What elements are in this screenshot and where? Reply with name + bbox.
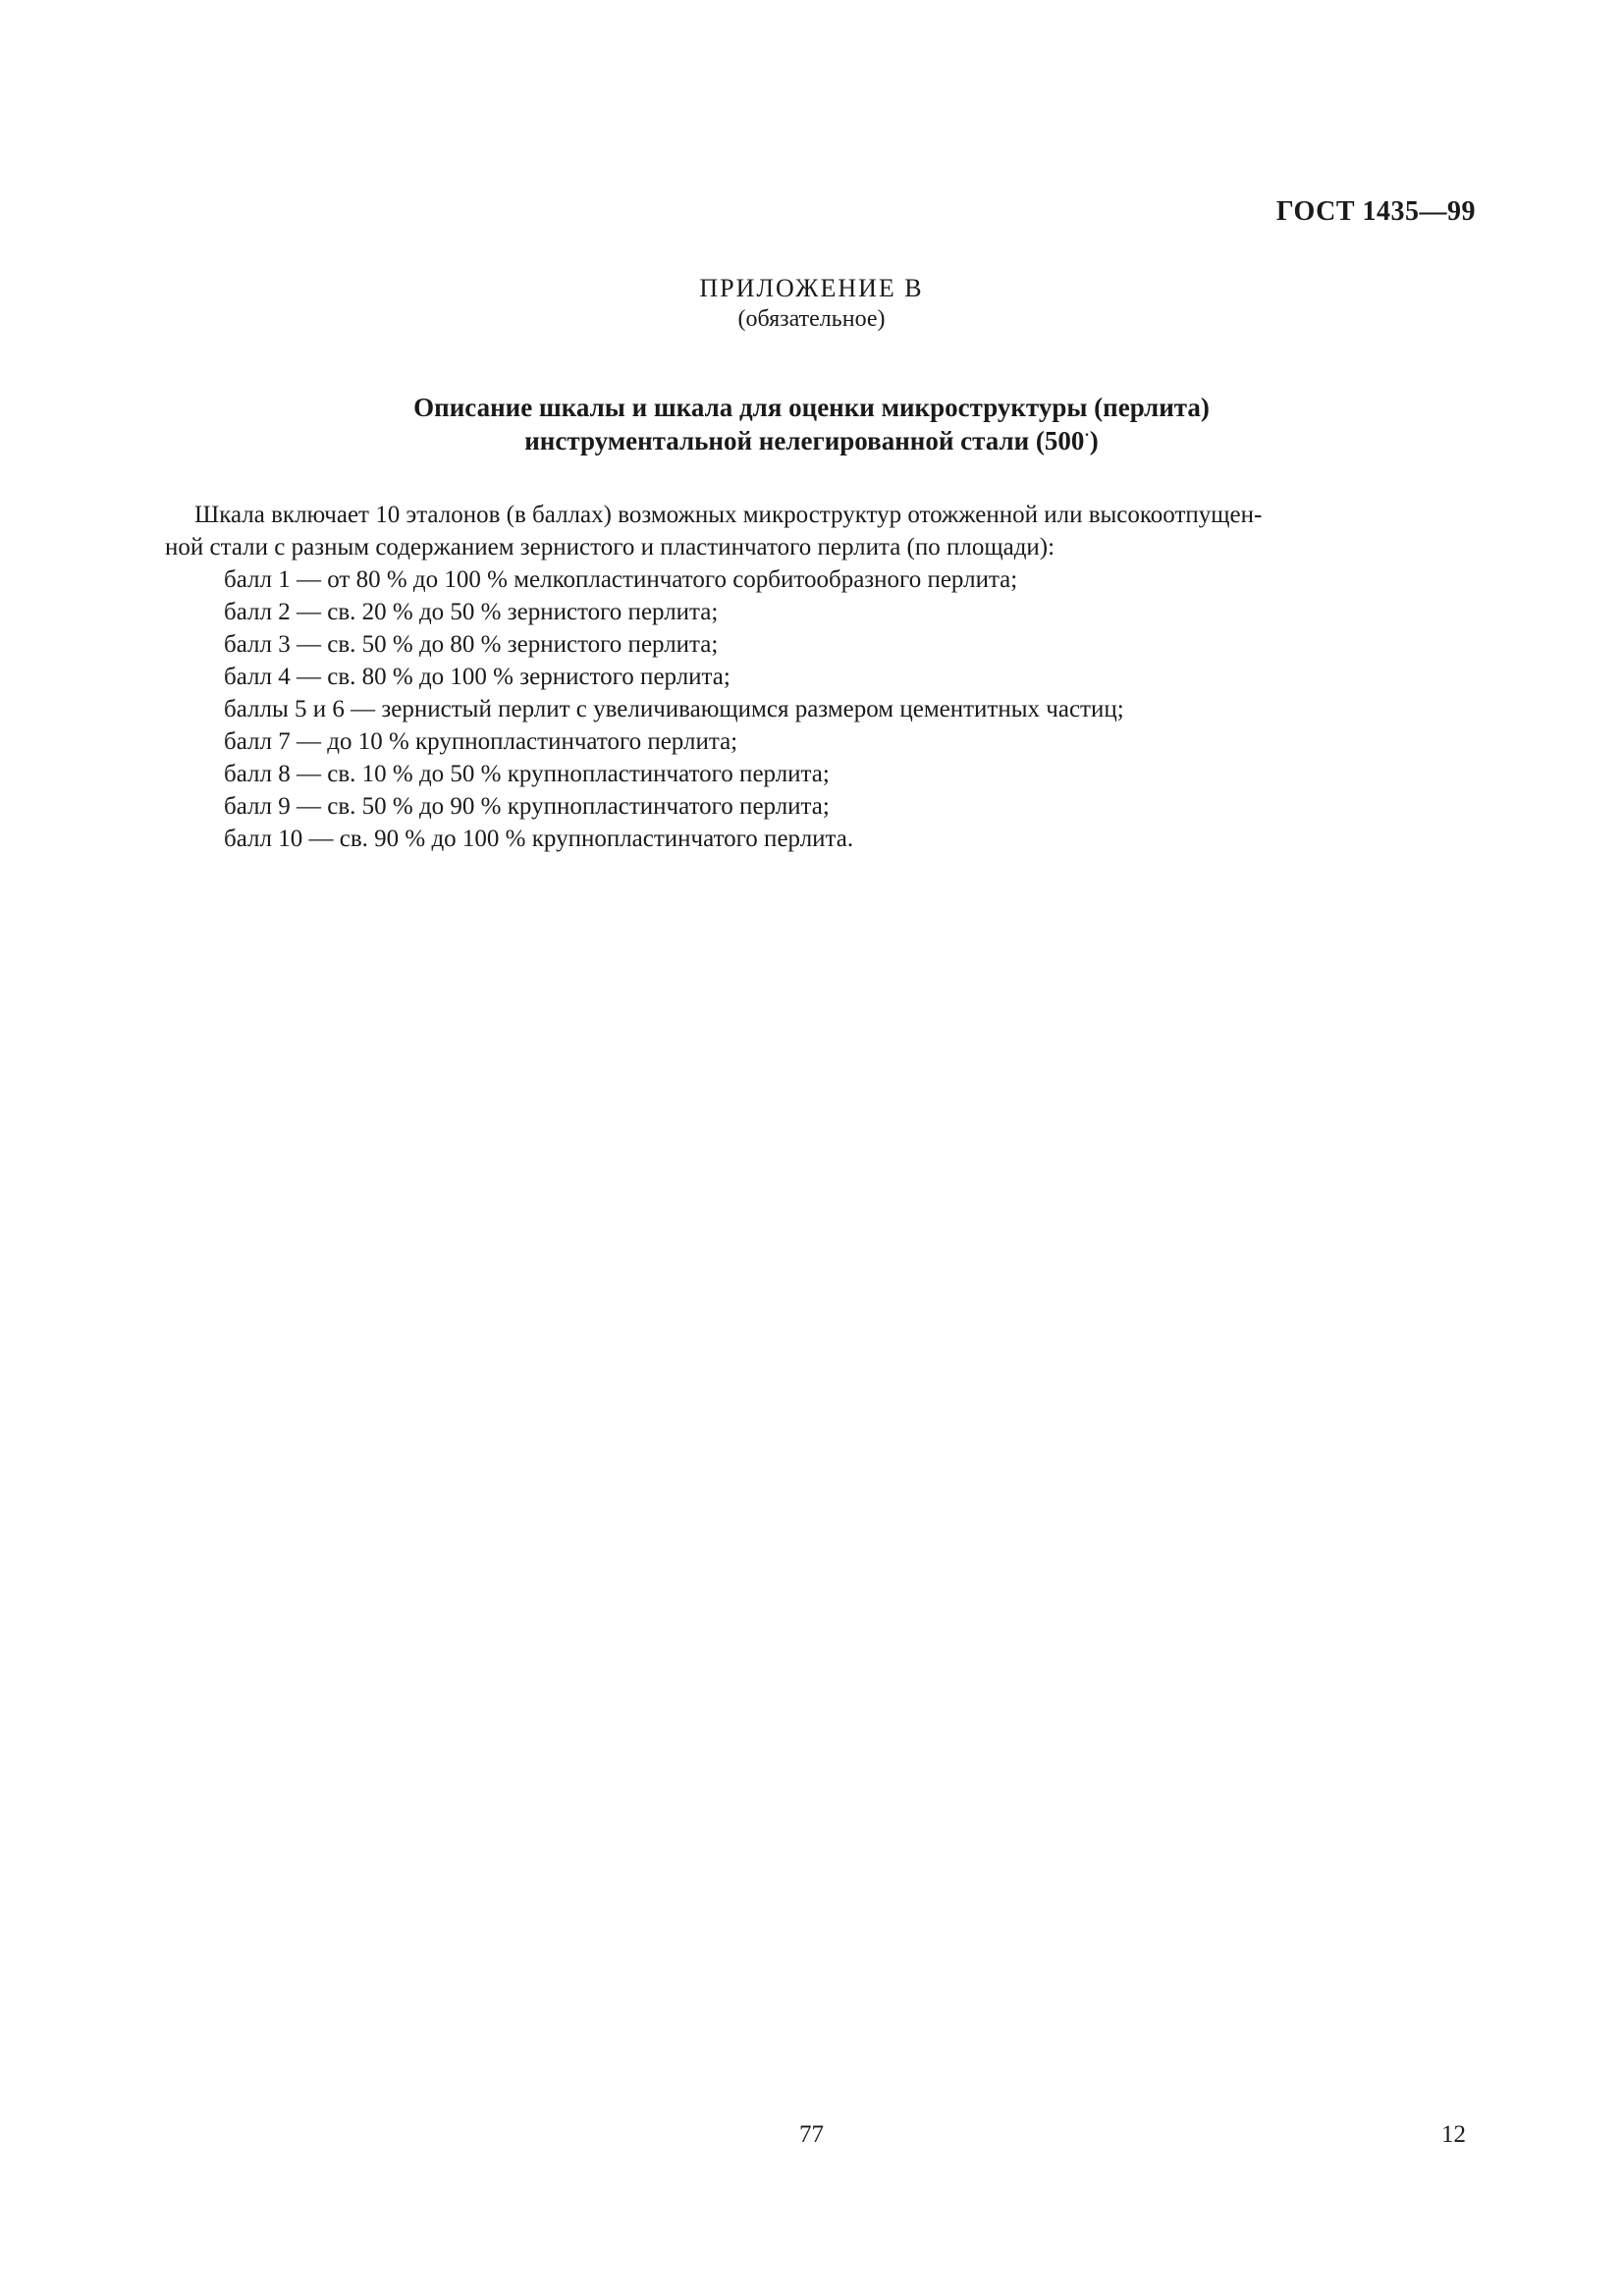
heading-superscript: · (1084, 427, 1090, 444)
list-item: балл 9 — св. 50 % до 90 % крупнопластинчатого перлита; (224, 793, 830, 820)
list-item: балл 1 — от 80 % до 100 % мелкопластинчатого сорбитообразного перлита; (224, 566, 1018, 593)
appendix-title: ПРИЛОЖЕНИЕ В (699, 274, 924, 302)
list-item: балл 3 — св. 50 % до 80 % зернистого перлита; (224, 631, 719, 658)
heading-line-2-text: инструментальной нелегированной стали (500 (524, 426, 1085, 455)
list-item: балл 4 — св. 80 % до 100 % зернистого перлита; (224, 664, 730, 690)
list-item: балл 7 — до 10 % крупнопластинчатого перлита; (224, 728, 738, 755)
intro-line-1: Шкала включает 10 эталонов (в баллах) возможных микроструктур отожженной или высокоотпущен- (194, 502, 1263, 528)
heading-line-2-end: ) (1089, 426, 1099, 455)
intro-paragraph (194, 499, 1473, 531)
heading-line-1: Описание шкалы и шкала для оценки микроструктуры (перлита) (413, 393, 1210, 422)
list-item: балл 8 — св. 10 % до 50 % крупнопластинчатого перлита; (224, 761, 830, 787)
section-heading (0, 391, 1623, 457)
list-item: балл 2 — св. 20 % до 50 % зернистого перлита; (224, 599, 719, 625)
page-number-center: 77 (799, 2121, 824, 2148)
appendix-header (0, 273, 1623, 334)
document-code: ГОСТ 1435—99 (1275, 196, 1476, 227)
page-number-right: 12 (1441, 2121, 1466, 2148)
heading-line-2 (0, 424, 1623, 457)
grade-list (194, 563, 1473, 855)
list-item: балл 10 — св. 90 % до 100 % крупнопластинчатого перлита. (224, 826, 854, 852)
body-text (165, 499, 1473, 855)
appendix-status: (обязательное) (737, 306, 886, 332)
list-item: баллы 5 и 6 — зернистый перлит с увеличивающимся размером цементитных частиц; (224, 696, 1124, 722)
intro-line-2: ной стали с разным содержанием зернистого и пластинчатого перлита (по площади): (165, 534, 1055, 561)
